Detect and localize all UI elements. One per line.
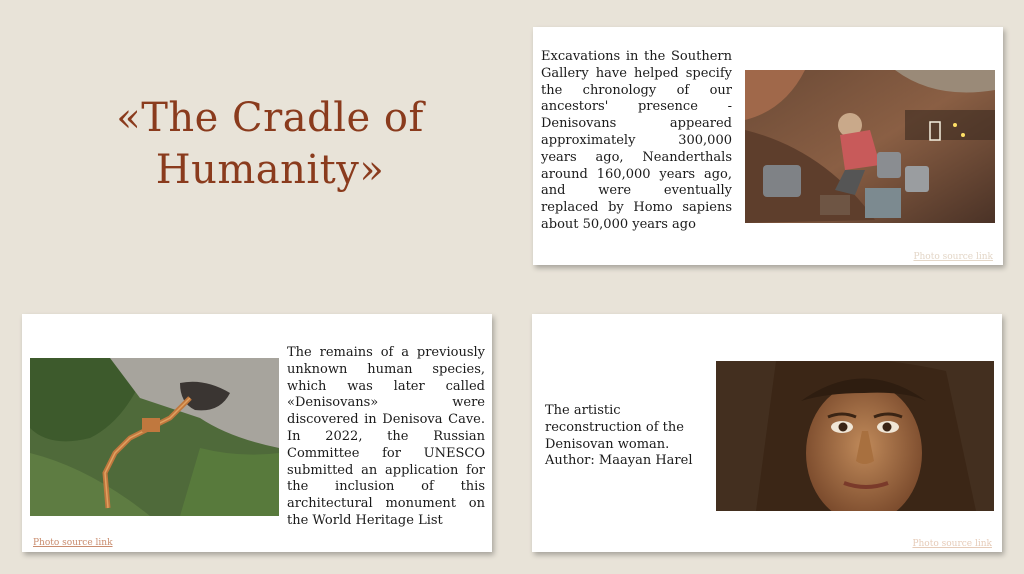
denisovan-woman-portrait — [716, 361, 994, 511]
denisova-cave-card — [22, 314, 492, 552]
denisovan-woman-text: The artistic reconstruction of the Denisovan woman. Author: Maayan Harel — [545, 403, 693, 469]
excavation-photo-source-link[interactable]: Photo source link — [913, 252, 993, 262]
excavation-text: Excavations in the Southern Gallery have helped specify the chronology of our ancestors' presence - Denisovans appeared approximately 300,000 years ago, Neanderthals around 160,000 years ago, and were eventually replaced by Homo sapiens about 50,000 years ago — [541, 49, 732, 232]
cave-photo-source-link[interactable]: Photo source link — [33, 538, 113, 548]
denisova-cave-text: The remains of a previously unknown human species, which was later called «Denisovans» were discovered in Denisova Cave. In 2022, the Russian Committee for UNESCO submitted an application for the inclusion of this architectural monument on the World Heritage List — [287, 345, 485, 528]
denisovan-woman-card — [532, 314, 1002, 552]
portrait-photo-source-link[interactable]: Photo source link — [912, 539, 992, 549]
slide-title: «The Cradle of Humanity» — [116, 95, 424, 193]
excavation-card — [533, 27, 1003, 265]
denisova-cave-photo — [30, 358, 279, 516]
excavation-photo — [745, 70, 995, 223]
